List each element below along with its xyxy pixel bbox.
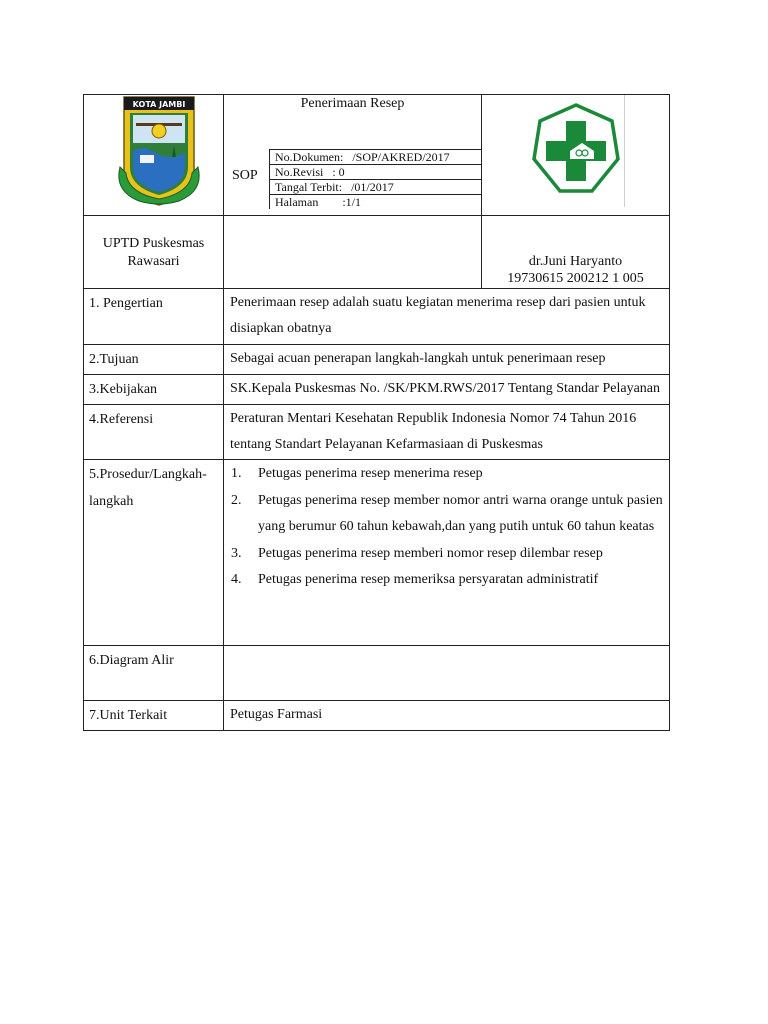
section-text: Peraturan Mentari Kesehatan Republik Indonesia Nomor 74 Tahun 2016 tentang Standart Pelayanan Kefarmasiaan di Puskesmas xyxy=(224,405,670,460)
section-text: Penerimaan resep adalah suatu kegiatan menerima resep dari pasien untuk disiapkan obatnya xyxy=(224,289,670,345)
puskesmas-logo xyxy=(482,95,670,210)
section-row-referensi xyxy=(84,405,670,460)
meta-row xyxy=(270,180,482,195)
header-row xyxy=(84,95,670,216)
procedure-list xyxy=(230,461,663,594)
sop-label: SOP xyxy=(232,168,258,183)
sop-table xyxy=(83,94,670,731)
section-row-tujuan xyxy=(84,345,670,375)
author-row xyxy=(84,216,670,289)
sop-document xyxy=(83,94,669,731)
divider xyxy=(624,95,625,207)
step-number: 3. xyxy=(231,545,242,561)
step-text: Petugas penerima resep menerima resep xyxy=(258,466,483,481)
meta-label: Tangal Terbit: xyxy=(275,180,343,194)
procedure-steps xyxy=(224,460,670,646)
meta-value: :1/1 xyxy=(318,195,361,209)
document-meta-table xyxy=(269,149,481,209)
list-item xyxy=(230,567,663,594)
section-label: 7.Unit Terkait xyxy=(84,701,224,731)
meta-row xyxy=(270,165,482,180)
organization-name: UPTD Puskesmas xyxy=(102,236,205,251)
list-item xyxy=(230,461,663,488)
meta-label: No.Dokumen: xyxy=(275,150,344,164)
section-row-diagram xyxy=(84,646,670,701)
city-logo-cell xyxy=(84,95,224,216)
step-number: 1. xyxy=(231,466,242,481)
step-number: 2. xyxy=(231,492,242,508)
step-number: 4. xyxy=(231,572,242,587)
list-item xyxy=(230,488,663,541)
signer-cell xyxy=(482,216,670,289)
emblem-text: KOTA JAMBI xyxy=(132,100,186,109)
section-text: Sebagai acuan penerapan langkah-langkah untuk penerimaan resep xyxy=(224,345,670,375)
section-label: 2.Tujuan xyxy=(84,345,224,375)
step-text: Petugas penerima resep memeriksa persyaratan administratif xyxy=(258,572,599,587)
meta-value: /SOP/AKRED/2017 xyxy=(343,150,450,164)
meta-label: Halaman xyxy=(275,195,319,209)
kota-jambi-emblem xyxy=(84,95,224,210)
section-label: 4.Referensi xyxy=(84,405,224,460)
section-text: SK.Kepala Puskesmas No. /SK/PKM.RWS/2017 Tentang Standar Pelayanan xyxy=(224,375,670,405)
signer-nip: 19730615 200212 1 005 xyxy=(507,271,644,286)
puskesmas-logo-cell xyxy=(482,95,670,216)
blank-cell xyxy=(224,216,482,289)
section-label: 5.Prosedur/Langkah-langkah xyxy=(84,460,224,646)
section-row-unit xyxy=(84,701,670,731)
section-label: 6.Diagram Alir xyxy=(84,646,224,701)
organization-location: Rawasari xyxy=(127,254,180,269)
list-item xyxy=(230,541,663,568)
step-text: Petugas penerima resep memberi nomor resep dilembar resep xyxy=(258,545,603,561)
meta-row xyxy=(270,150,482,165)
section-row-pengertian xyxy=(84,289,670,345)
section-row-prosedur xyxy=(84,460,670,646)
organization-cell xyxy=(84,216,224,289)
title-cell xyxy=(224,95,482,216)
meta-value: : 0 xyxy=(323,165,345,179)
document-title: Penerimaan Resep xyxy=(300,96,405,111)
meta-value: /01/2017 xyxy=(342,180,394,194)
step-text: Petugas penerima resep member nomor antri warna orange untuk pasien yang berumur 60 tahun kebawah,dan yang putih untuk 60 tahun keatas xyxy=(258,492,663,534)
meta-label: No.Revisi xyxy=(275,165,324,179)
meta-row xyxy=(270,195,482,210)
section-label: 3.Kebijakan xyxy=(84,375,224,405)
signer-name: dr.Juni Haryanto xyxy=(528,254,623,269)
section-label: 1. Pengertian xyxy=(84,289,224,345)
section-row-kebijakan xyxy=(84,375,670,405)
section-text xyxy=(224,646,670,701)
section-text: Petugas Farmasi xyxy=(224,701,670,731)
